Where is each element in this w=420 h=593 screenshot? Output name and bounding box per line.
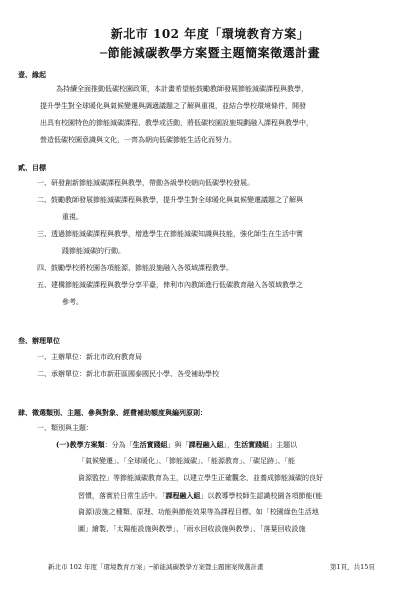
list-item: 二、鼓勵教師發展節能減碳課程與教學，提升學生對全球暖化與氣候變遷議題之了解與 — [37, 196, 303, 204]
text-run: 」以教導學校師生認識校園各項節能(能 — [200, 492, 323, 500]
text-run: 」主題以 — [269, 441, 298, 449]
section-heading-organizers: 叁、辦理單位 — [18, 336, 60, 345]
footer-title: 新北市 102 年度「環境教育方案」─節能減碳教學方案暨主題簡案徵選計畫 — [48, 563, 264, 571]
paragraph-line: 出具有校園特色的節能減碳課程、教學或活動，將低碳校園設施規劃融入課程與教學中， — [40, 119, 313, 127]
document-title: 新北市 102 年度「環境教育方案」 — [110, 27, 310, 41]
text-run: 」， — [223, 441, 235, 449]
sub-heading: 一、類別與主題： — [37, 424, 93, 432]
paragraph-line: 資源監控」等節能減碳教育為主，以建立學生正確觀念，並養成節能減碳的良好 — [78, 474, 323, 482]
section-heading-origin: 壹、緣起 — [18, 70, 46, 79]
document-subtitle: ─節能減碳教學方案暨主題簡案徵選計畫 — [99, 46, 321, 60]
group-name: 生活實踐組 — [234, 440, 270, 449]
group-name: 課程融入組 — [188, 440, 224, 449]
section-heading-goals: 貳、目標 — [18, 163, 46, 172]
page-number: 第1頁，共15頁 — [330, 563, 375, 571]
category-line — [56, 440, 297, 450]
list-item-continued: 踐節能減碳的行動。 — [62, 247, 125, 255]
paragraph-line: 為持續全面推動低碳校園政策，本計畫希望能鼓勵教師發展節能減碳課程與教學， — [56, 85, 308, 93]
list-item: 一、主辦單位：新北市政府教育局 — [37, 353, 142, 361]
paragraph-line: 「氣候變遷」、「全球暖化」、「節能減碳」、「能源教育」、「碳足跡」、「能 — [78, 457, 295, 465]
text-run: 」與「 — [167, 441, 189, 449]
list-item-continued: 重視。 — [62, 213, 83, 221]
section-heading-categories: 肆、徵選類別、主題、參與對象、經費補助額度與編列原則： — [18, 408, 207, 417]
list-item: 三、透過節能減碳課程與教學，增進學生在節能減碳知識與技能，強化師生在生活中實 — [37, 230, 303, 238]
paragraph-line: 圖」繪製、「太陽能設施與教學」、「雨水回收設施與教學」、「落葉回收設施 — [78, 525, 306, 533]
list-item-continued: 參考。 — [62, 298, 83, 306]
text-run: ：分為「 — [104, 441, 133, 449]
paragraph-line: 營造低碳校園意識與文化，一齊為朝向低碳節能生活化而努力。 — [40, 136, 236, 144]
list-item: 二、承辦單位：新北市新莊區國泰國民小學、各受補助學校 — [37, 370, 219, 378]
paragraph-line — [78, 491, 322, 501]
list-item: 五、建構節能減碳課程與教學分享平臺，俾利市內教師進行低碳教育融入各領域教學之 — [37, 281, 303, 289]
list-item: 四、鼓勵學校將校園各項能源、節能設施融入各領域課程教學。 — [37, 264, 233, 272]
text-run: 習慣，落實於日常生活中。「 — [78, 492, 166, 500]
group-name: 課程融入組 — [165, 491, 201, 500]
group-name: 生活實踐組 — [132, 440, 168, 449]
category-prefix: (一) — [56, 440, 70, 449]
paragraph-line: 資源)設施之種類、原理、功能與節能效果等為課程目標。如「校園綠色生活地 — [78, 508, 319, 516]
category-name: 教學方案類 — [69, 440, 105, 449]
paragraph-line: 提升學生對全球暖化與氣候變遷與調適議題之了解與重視，並結合學校環境條件，開發 — [40, 102, 306, 110]
list-item: 一、研發創新節能減碳課程與教學，帶動各級學校朝向低碳學校發展。 — [37, 179, 254, 187]
